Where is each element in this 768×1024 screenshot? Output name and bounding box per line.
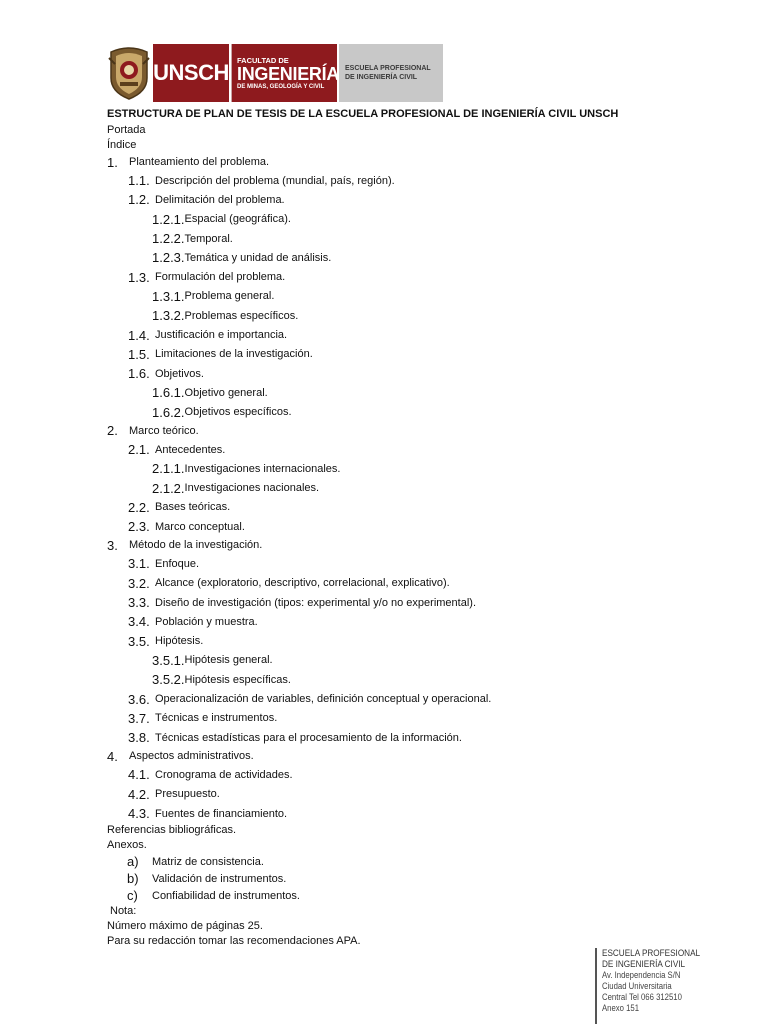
section-label: Presupuesto.	[155, 788, 220, 801]
anexo-letter: b)	[127, 871, 139, 887]
section-label: Alcance (exploratorio, descriptivo, correlacional, explicativo).	[155, 577, 450, 590]
section-3-5-2	[107, 670, 707, 689]
section-number: 1.2.3.	[152, 250, 185, 266]
section-number: 1.3.1.	[152, 288, 185, 304]
school-address-block	[595, 948, 755, 1024]
section-number: 3.7.	[128, 710, 150, 726]
footer-address: Av. Independencia S/N	[602, 970, 681, 980]
section-2-1-1	[107, 459, 707, 478]
faculty-main-text: INGENIERÍA	[237, 63, 340, 84]
section-label: Hipótesis general.	[184, 654, 273, 667]
section-label: Justificación e importancia.	[155, 329, 288, 342]
section-3-1	[107, 554, 707, 573]
section-number: 2.3.	[128, 519, 150, 535]
section-label: Población y muestra.	[155, 615, 258, 628]
section-label: Técnicas e instrumentos.	[155, 712, 278, 725]
section-label: Antecedentes.	[155, 443, 226, 456]
section-3-4	[107, 612, 707, 631]
section-4	[107, 747, 707, 765]
section-1	[107, 153, 707, 171]
section-1-2-2	[107, 229, 707, 248]
anexo-a	[107, 853, 707, 870]
section-2-1-2	[107, 478, 707, 497]
section-2-3	[107, 517, 707, 536]
section-number: 2.1.1.	[152, 461, 185, 477]
footer-extension: Anexo 151	[602, 1003, 640, 1013]
section-label: Problemas específicos.	[184, 309, 299, 322]
section-label: Espacial (geográfica).	[184, 213, 291, 226]
section-label: Temática y unidad de análisis.	[184, 251, 332, 264]
university-seal-logo	[107, 44, 151, 100]
section-label: Técnicas estadísticas para el procesamiento de la información.	[155, 731, 462, 744]
section-label: Objetivo general.	[184, 386, 268, 399]
footer-phone: Central Tel 066 312510	[602, 992, 682, 1002]
section-number: 1.2.2.	[152, 231, 185, 247]
section-2	[107, 422, 707, 440]
faculty-sub-text: DE MINAS, GEOLOGÍA Y CIVIL	[237, 83, 325, 90]
section-number: 3.5.1.	[152, 652, 185, 668]
section-3-7	[107, 709, 707, 728]
school-block	[339, 44, 443, 102]
section-1-3	[107, 267, 707, 286]
section-number: 3.4.	[128, 614, 150, 630]
letterhead	[107, 44, 443, 102]
section-number: 4.2.	[128, 786, 150, 802]
section-label: Cronograma de actividades.	[155, 768, 293, 781]
section-number: 3.6.	[128, 691, 150, 707]
section-3-2	[107, 574, 707, 593]
nota-max-pages: Número máximo de páginas 25.	[107, 920, 263, 933]
section-3	[107, 536, 707, 554]
section-number: 1.6.2.	[152, 404, 185, 420]
section-3-5	[107, 632, 707, 651]
section-number: 1.6.	[128, 366, 150, 382]
section-1-2	[107, 190, 707, 209]
section-number: 3.3.	[128, 595, 150, 611]
section-label: Limitaciones de la investigación.	[155, 348, 313, 361]
section-number: 3.	[107, 537, 118, 553]
indice-item: Índice	[107, 139, 137, 151]
section-3-5-1	[107, 651, 707, 670]
section-label: Investigaciones internacionales.	[184, 462, 341, 475]
footer-campus: Ciudad Universitaria	[602, 981, 672, 991]
brand-name: UNSCH	[153, 60, 229, 85]
section-number: 3.5.2.	[152, 672, 185, 688]
anexo-letter: c)	[127, 888, 138, 904]
section-number: 1.	[107, 154, 118, 170]
section-label: Hipótesis.	[155, 635, 204, 648]
section-1-6-1	[107, 383, 707, 402]
section-label: Enfoque.	[155, 557, 200, 570]
section-label: Delimitación del problema.	[155, 193, 285, 206]
section-label: Bases teóricas.	[155, 501, 231, 514]
footer-school-line-1: ESCUELA PROFESIONAL	[602, 948, 701, 959]
section-2-2	[107, 498, 707, 517]
section-1-1	[107, 171, 707, 190]
section-number: 2.1.	[128, 442, 150, 457]
footer-school-line-2: DE INGENIERÍA CIVIL	[602, 959, 686, 970]
section-number: 4.	[107, 748, 118, 764]
section-number: 1.5.	[128, 346, 150, 362]
section-number: 4.3.	[128, 806, 150, 822]
section-label: Operacionalización de variables, definición conceptual y operacional.	[155, 693, 492, 706]
section-3-6	[107, 689, 707, 708]
section-label: Descripción del problema (mundial, país, región).	[155, 174, 395, 187]
anexo-letter: a)	[127, 854, 139, 870]
nota-heading: Nota:	[110, 905, 137, 918]
unsch-brand-block	[153, 44, 229, 102]
section-label: Objetivos específicos.	[184, 406, 292, 419]
section-4-2	[107, 785, 707, 804]
referencias-item: Referencias bibliográficas.	[107, 824, 237, 837]
section-number: 1.1.	[128, 173, 150, 189]
anexo-label: Matriz de consistencia.	[152, 855, 264, 868]
anexo-b	[107, 870, 707, 887]
anexo-c	[107, 887, 707, 904]
section-label: Hipótesis específicas.	[184, 673, 291, 686]
school-line-1: ESCUELA PROFESIONAL	[345, 65, 431, 72]
section-number: 1.2.	[128, 192, 150, 208]
section-label: Marco teórico.	[129, 424, 199, 437]
section-number: 4.1.	[128, 767, 150, 783]
section-number: 2.2.	[128, 499, 150, 515]
document-title: ESTRUCTURA DE PLAN DE TESIS DE LA ESCUELA PROFESIONAL DE INGENIERÍA CIVIL UNSCH	[107, 108, 619, 120]
section-number: 3.8.	[128, 730, 150, 746]
section-number: 3.5.	[128, 633, 150, 649]
section-3-8	[107, 728, 707, 747]
section-label: Formulación del problema.	[155, 271, 286, 284]
section-4-1	[107, 765, 707, 784]
section-1-4	[107, 325, 707, 344]
section-label: Aspectos administrativos.	[129, 750, 254, 763]
section-label: Planteamiento del problema.	[129, 156, 270, 168]
thesis-structure-document	[107, 104, 707, 949]
faculty-top-text: FACULTAD DE	[237, 55, 289, 65]
section-2-1	[107, 440, 707, 459]
section-label: Marco conceptual.	[155, 520, 245, 533]
section-label: Objetivos.	[155, 367, 204, 380]
section-label: Problema general.	[184, 290, 275, 303]
section-label: Fuentes de financiamiento.	[155, 807, 288, 820]
section-1-5	[107, 345, 707, 364]
section-number: 1.4.	[128, 327, 150, 343]
faculty-block	[231, 44, 340, 102]
section-label: Diseño de investigación (tipos: experimental y/o no experimental).	[155, 596, 476, 609]
anexos-item: Anexos.	[107, 839, 147, 852]
section-number: 1.3.2.	[152, 308, 185, 324]
section-label: Investigaciones nacionales.	[184, 482, 320, 495]
section-1-2-3	[107, 248, 707, 267]
section-number: 1.6.1.	[152, 385, 185, 401]
section-1-3-2	[107, 306, 707, 325]
section-3-3	[107, 593, 707, 612]
anexo-label: Confiabilidad de instrumentos.	[152, 889, 300, 902]
section-1-6-2	[107, 403, 707, 422]
anexo-label: Validación de instrumentos.	[152, 872, 287, 885]
section-label: Método de la investigación.	[129, 539, 263, 552]
section-1-3-1	[107, 287, 707, 306]
nota-apa: Para su redacción tomar las recomendaciones APA.	[107, 935, 361, 948]
section-number: 2.1.2.	[152, 480, 185, 496]
section-label: Temporal.	[184, 232, 233, 245]
section-number: 1.3.	[128, 269, 150, 285]
portada-item: Portada	[107, 124, 146, 136]
school-line-2: DE INGENIERÍA CIVIL	[345, 74, 418, 81]
section-1-2-1	[107, 210, 707, 229]
section-number: 3.1.	[128, 556, 150, 572]
section-number: 1.2.1.	[152, 211, 185, 227]
section-1-6	[107, 364, 707, 383]
section-number: 3.2.	[128, 575, 150, 591]
section-number: 2.	[107, 423, 118, 439]
section-4-3	[107, 804, 707, 823]
